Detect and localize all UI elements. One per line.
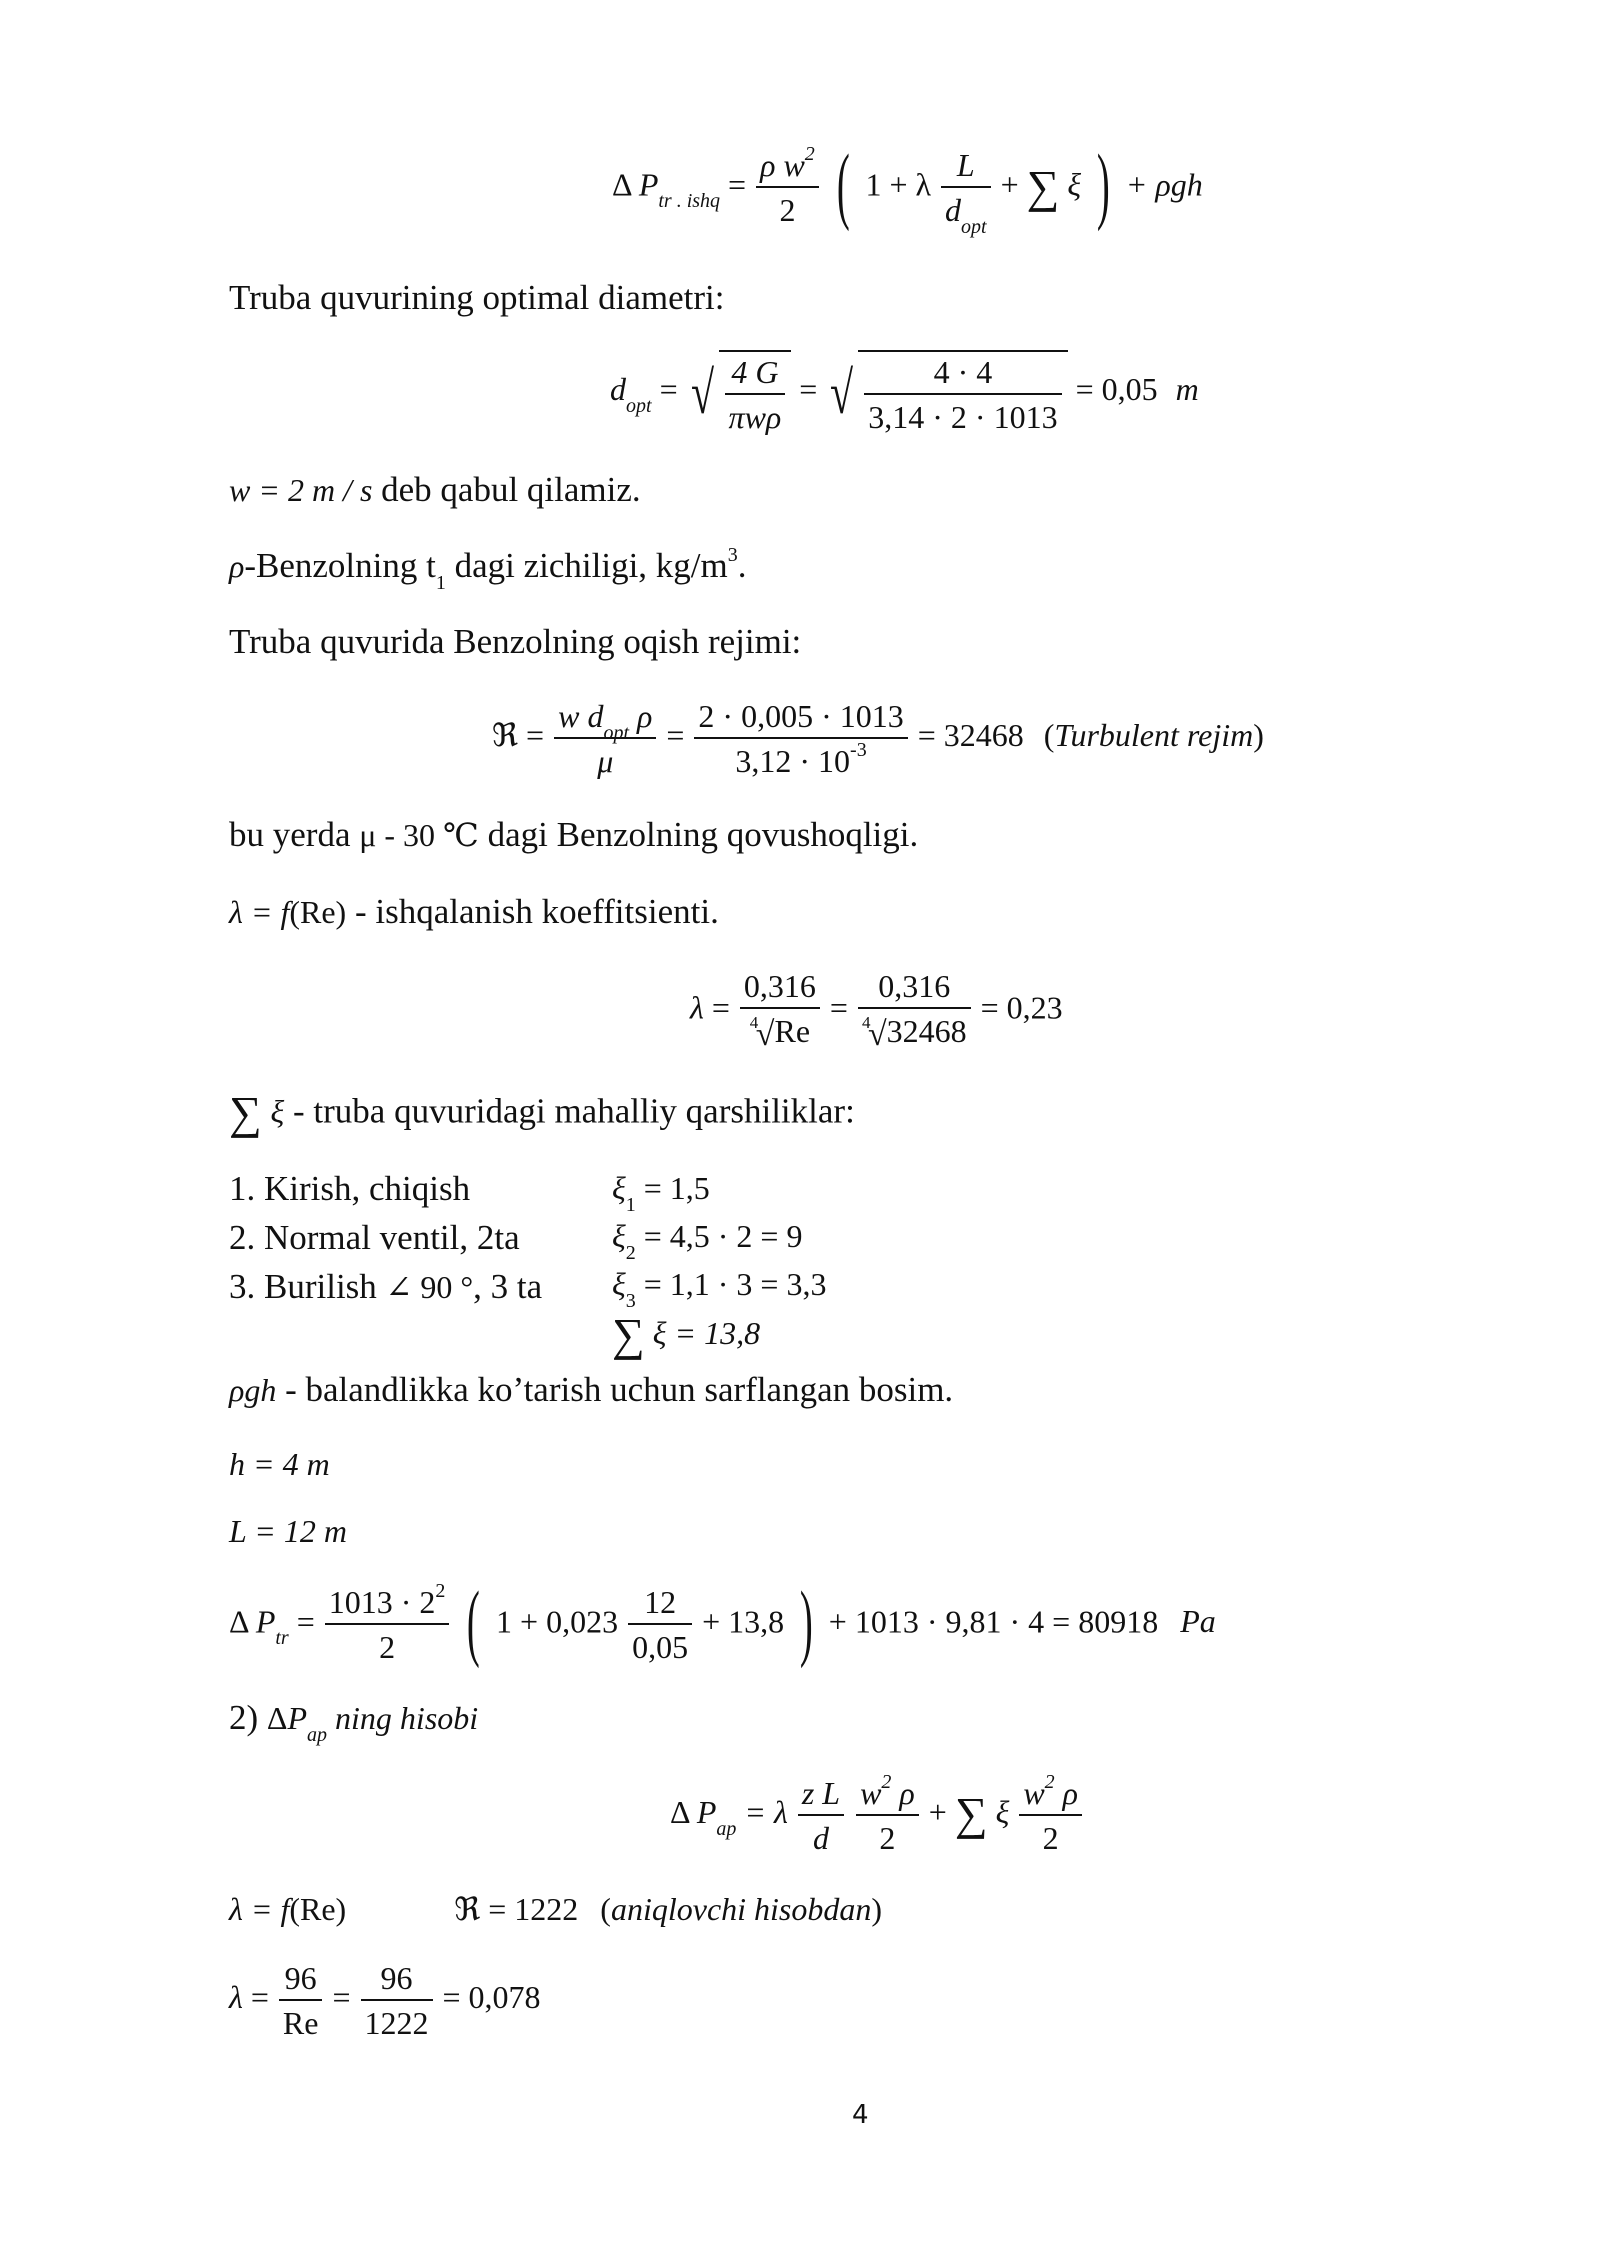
resistance-value xyxy=(612,1218,803,1264)
fraction-rho-w2-over-2 xyxy=(756,143,819,229)
diameter-subscript: opt xyxy=(626,395,652,418)
numerator: z L xyxy=(798,1775,844,1816)
resistance-total xyxy=(612,1310,760,1363)
numerator-rho: ρ xyxy=(637,698,653,734)
lambda-argument: Re xyxy=(300,1891,336,1927)
tail-terms: + 1013 · 9,81 · 4 = 80918 xyxy=(828,1603,1159,1640)
fraction-96-over-1222 xyxy=(361,1960,433,2042)
resistance-label: 2. Normal ventil, 2ta xyxy=(229,1218,520,1257)
xi-value: = 4,5 · 2 = 9 xyxy=(635,1218,803,1254)
resistances-text: - truba quvuridagi mahalliy qarshiliklar: xyxy=(284,1091,855,1131)
equals-sign: = xyxy=(296,1603,315,1640)
fraction-w2rho-over-2 xyxy=(856,1771,919,1857)
numerator: w d xyxy=(558,698,604,734)
fraction-0316-over-root-32468 xyxy=(858,968,971,1054)
line-hydrostatic-pressure xyxy=(229,1370,953,1410)
xi-symbol: ξ xyxy=(995,1794,1010,1831)
line-length: L = 12 m xyxy=(229,1513,347,1549)
result-value: = 0,078 xyxy=(442,1979,541,2016)
fraction-96-over-re xyxy=(279,1960,323,2042)
formula-pressure-loss-apparatus xyxy=(670,1771,1084,1857)
fraction xyxy=(864,354,1061,436)
resistance-label: 1. Kirish, chiqish xyxy=(229,1169,471,1208)
xi-subscript: 2 xyxy=(625,1242,636,1264)
delta-symbol: Δ xyxy=(229,1603,248,1640)
numerator: 12 xyxy=(628,1584,692,1625)
viscosity-text: dagi Benzolning qovushoqligi. xyxy=(478,815,919,854)
equals-sign: = xyxy=(666,717,685,754)
rho-g-h-term: + ρgh xyxy=(1125,166,1203,203)
lambda-text: - ishqalanish koeffitsienti. xyxy=(346,892,719,931)
line-velocity xyxy=(229,470,641,510)
paragraph-flow-regime: Truba quvurida Benzolning oqish rejimi: xyxy=(229,622,802,661)
numerator-rho: ρ xyxy=(1062,1775,1079,1811)
unit: m xyxy=(1175,371,1199,408)
numerator: 1013 · 2 xyxy=(328,1584,436,1621)
pressure-subscript: tr xyxy=(275,1627,289,1650)
paren-open: ( xyxy=(289,894,300,930)
numerator: 4 G xyxy=(725,354,786,395)
period: . xyxy=(737,546,747,585)
velocity-text: deb qabul qilamiz. xyxy=(372,470,641,509)
pressure-symbol: P xyxy=(255,1603,276,1640)
pressure-subscript: ap xyxy=(716,1818,737,1841)
section-heading-apparatus xyxy=(229,1698,479,1746)
xi-subscript: 3 xyxy=(625,1290,636,1312)
line-viscosity xyxy=(229,815,918,855)
radical-sign: √ xyxy=(755,1015,775,1053)
formula-pressure-loss-numeric xyxy=(229,1573,1216,1669)
equals-sign: = xyxy=(526,717,545,754)
numerator: 0,316 xyxy=(858,968,971,1009)
denominator: Re xyxy=(282,2004,319,2041)
exponent: 2 xyxy=(1044,1771,1055,1793)
rgh-text: - balandlikka ko’tarish uchun sarflangan bosim. xyxy=(276,1370,954,1409)
radical-sign: √ xyxy=(830,359,854,426)
velocity-math: w = 2 m / s xyxy=(229,472,373,508)
denominator: d xyxy=(812,1819,829,1856)
density-text: -Benzolning t xyxy=(244,546,436,585)
sqrt-4G-over-pi-w-rho xyxy=(686,350,792,436)
note-paren-close: ) xyxy=(871,1891,883,1927)
equals-sign: = xyxy=(728,166,747,203)
fraction-L-over-dopt xyxy=(941,147,991,238)
numerator-rho: ρ xyxy=(899,1775,915,1811)
line-height: h = 4 m xyxy=(229,1446,330,1482)
sum-symbol: ∑ xyxy=(612,1309,645,1360)
formula-lambda-laminar xyxy=(229,1960,541,2042)
denominator: πwρ xyxy=(728,398,782,435)
sqrt-numeric xyxy=(825,350,1067,436)
line-friction-coefficient xyxy=(229,892,719,932)
lambda-math: λ = f xyxy=(229,894,290,930)
pressure-symbol: P xyxy=(287,1700,308,1736)
left-paren: ( xyxy=(836,136,850,232)
numerator: w xyxy=(1023,1775,1045,1811)
xi-symbol: ξ xyxy=(270,1093,285,1130)
pressure-subscript: tr . ishq xyxy=(658,190,721,213)
lambda-symbol: λ xyxy=(690,989,704,1026)
root-index: 4 xyxy=(749,1012,759,1032)
lambda-math: λ = f xyxy=(229,1891,290,1927)
resistance-value xyxy=(612,1266,827,1312)
numerator: w xyxy=(860,1775,882,1811)
resistance-value xyxy=(612,1170,710,1216)
fraction-12-over-005 xyxy=(628,1584,692,1666)
delta-symbol: Δ xyxy=(670,1794,689,1831)
equals-lambda: = λ xyxy=(744,1794,788,1831)
fraction-w2rho-over-2-b xyxy=(1019,1771,1082,1857)
total-value: ξ = 13,8 xyxy=(652,1314,761,1351)
pressure-symbol: P xyxy=(638,166,659,203)
numerator-subscript: opt xyxy=(603,722,629,744)
denominator: Re xyxy=(774,1012,811,1049)
result-value: = 0,23 xyxy=(980,989,1063,1026)
one-plus-lambda: 1 + λ xyxy=(865,166,931,203)
line-density xyxy=(229,544,747,594)
xi-symbol: ξ xyxy=(612,1170,626,1206)
formula-lambda-blasius xyxy=(690,968,1063,1054)
left-paren: ( xyxy=(467,1573,481,1669)
numerator: 0,316 xyxy=(740,968,820,1009)
formula-reynolds xyxy=(492,698,1264,780)
rho-symbol: ρ xyxy=(229,548,245,584)
denominator: 3,14 · 2 · 1013 xyxy=(868,398,1058,435)
denominator: 0,05 xyxy=(632,1629,689,1665)
right-paren: ) xyxy=(800,1573,813,1669)
numerator: L xyxy=(941,147,991,188)
section-text: ning hisobi xyxy=(327,1700,479,1736)
rgh-math: ρgh xyxy=(229,1372,277,1408)
lambda-argument: Re xyxy=(300,894,336,930)
density-text-2: dagi zichiligi, kg/m xyxy=(445,546,728,585)
equals-sign: = xyxy=(659,371,678,408)
angle-math: ∠ 90 ° xyxy=(385,1269,474,1305)
denominator: 3,12 · 10 xyxy=(735,742,851,779)
list-item xyxy=(229,1218,520,1258)
radical-sign: √ xyxy=(867,1015,887,1053)
paren-open: ( xyxy=(289,1891,300,1927)
result-value: = 32468 xyxy=(917,717,1024,754)
numerator: ρ w xyxy=(760,147,805,184)
equals-sign: = xyxy=(332,1979,351,2016)
regime-note: Turbulent rejim xyxy=(1054,717,1254,754)
xi-value: = 1,1 · 3 = 3,3 xyxy=(635,1266,827,1302)
sum-symbol: ∑ xyxy=(229,1087,262,1138)
formula-pressure-loss-friction xyxy=(612,136,1203,238)
right-paren: ) xyxy=(1096,136,1110,232)
viscosity-prefix: bu yerda xyxy=(229,815,360,854)
xi-subscript: 1 xyxy=(625,1194,636,1216)
fraction-zL-over-d xyxy=(798,1775,844,1857)
line-lambda-reynolds xyxy=(229,1890,882,1928)
note-paren-open: ( xyxy=(600,1891,611,1927)
equals-sign: = xyxy=(711,989,730,1026)
denominator: 2 xyxy=(1042,1819,1059,1856)
delta-symbol: Δ xyxy=(612,166,631,203)
numerator: 96 xyxy=(279,1960,323,2001)
pressure-subscript: ap xyxy=(307,1724,328,1746)
sum-symbol: ∑ xyxy=(954,1788,988,1840)
plus-sign: + xyxy=(928,1794,947,1831)
section-number: 2) xyxy=(229,1698,259,1737)
reynolds-value: ℜ = 1222 xyxy=(454,1891,579,1927)
xi-symbol: ξ xyxy=(612,1266,626,1302)
formula-optimal-diameter xyxy=(610,350,1199,436)
denominator: 2 xyxy=(879,1819,896,1856)
reynolds-symbol: ℜ xyxy=(492,717,519,754)
cubic-exponent: 3 xyxy=(727,544,738,566)
denominator-subscript: opt xyxy=(961,216,987,238)
denominator: 32468 xyxy=(886,1012,967,1049)
result-value: = 0,05 xyxy=(1075,371,1158,408)
page-number: 4 xyxy=(852,2100,869,2130)
plus-sign: + xyxy=(1000,166,1019,203)
fraction-1013-2sq-over-2 xyxy=(325,1580,450,1666)
line-local-resistances xyxy=(229,1088,855,1141)
diameter-symbol: d xyxy=(610,371,626,408)
plus-term: + 13,8 xyxy=(702,1603,785,1640)
fraction-numeric xyxy=(694,698,907,780)
numerator: 96 xyxy=(361,1960,433,2001)
xi-symbol: ξ xyxy=(1067,166,1082,203)
inner-terms: 1 + 0,023 xyxy=(496,1603,619,1640)
numerator: 2 · 0,005 · 1013 xyxy=(694,698,907,739)
fraction-w-dopt-rho-over-mu xyxy=(554,698,656,780)
xi-value: = 1,5 xyxy=(635,1170,710,1206)
radical-sign: √ xyxy=(690,359,714,426)
pressure-symbol: P xyxy=(696,1794,717,1831)
lambda-symbol: λ xyxy=(229,1979,243,2016)
root-index: 4 xyxy=(861,1012,871,1032)
denominator-exponent: -3 xyxy=(850,738,867,761)
exponent: 2 xyxy=(804,143,815,166)
delta-symbol: Δ xyxy=(266,1700,288,1736)
xi-symbol: ξ xyxy=(612,1218,626,1254)
denominator: μ xyxy=(597,742,614,779)
denominator: 2 xyxy=(379,1629,396,1665)
denominator: 1222 xyxy=(364,2004,429,2041)
equals-sign: = xyxy=(829,989,848,1026)
temperature-subscript: 1 xyxy=(435,572,446,594)
fraction-0316-over-root-re xyxy=(740,968,820,1054)
exponent: 2 xyxy=(881,1771,892,1793)
list-item xyxy=(229,1267,542,1307)
paren-close: ) xyxy=(335,1891,347,1927)
list-item xyxy=(229,1169,470,1209)
exponent: 2 xyxy=(435,1580,446,1603)
reynolds-note: aniqlovchi hisobdan xyxy=(610,1891,872,1927)
viscosity-math: μ - 30 ℃ xyxy=(359,817,479,853)
fraction xyxy=(725,354,786,436)
denominator: d xyxy=(945,192,961,228)
equals-sign: = xyxy=(799,371,818,408)
numerator: 4 · 4 xyxy=(864,354,1061,395)
paragraph-optimal-diameter: Truba quvurining optimal diametri: xyxy=(229,278,725,317)
note-paren-open: ( xyxy=(1043,717,1055,754)
equals-sign: = xyxy=(250,1979,269,2016)
note-paren-close: ) xyxy=(1253,717,1264,754)
denominator: 2 xyxy=(779,192,796,228)
resistance-label-tail: , 3 ta xyxy=(473,1267,543,1306)
unit: Pa xyxy=(1180,1603,1216,1640)
paren-close: ) xyxy=(335,894,347,930)
sum-symbol: ∑ xyxy=(1026,160,1060,212)
resistance-label: 3. Burilish xyxy=(229,1267,386,1306)
